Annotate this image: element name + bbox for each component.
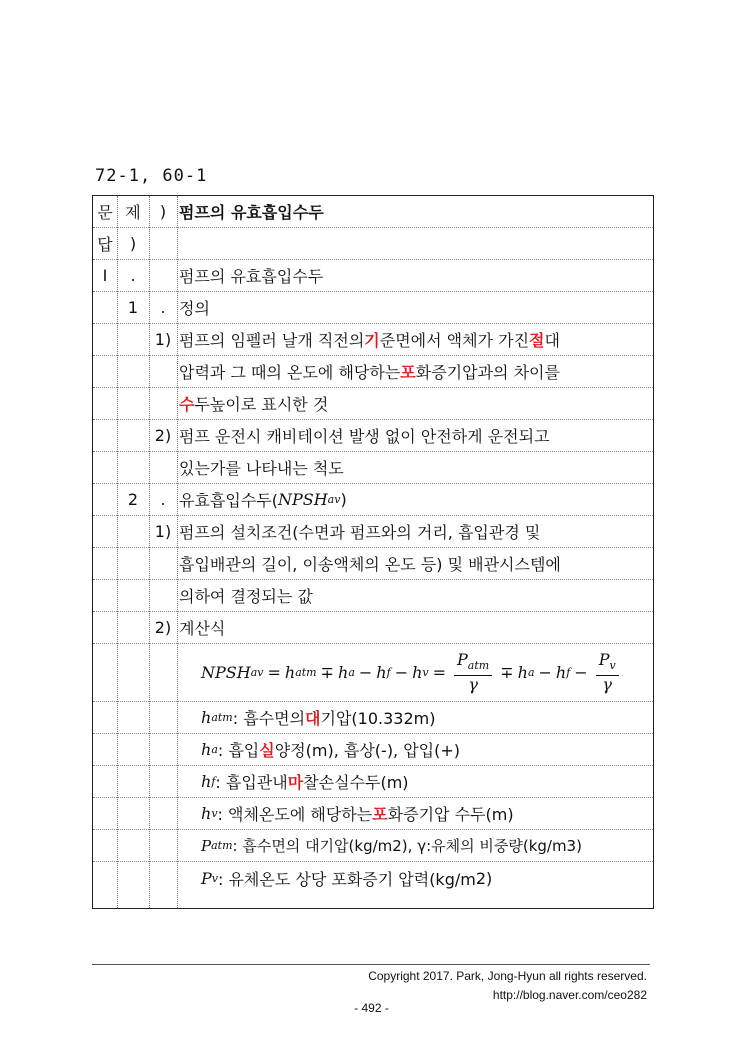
- definition-text: [179, 356, 649, 387]
- text: : 흡입관내: [215, 773, 288, 792]
- copyright-text: Copyright 2017. Park, Jong-Hyun all rights reserved.: [368, 969, 647, 983]
- definition-text: [179, 798, 671, 829]
- variable: P: [457, 650, 468, 669]
- problem-code: 72-1, 60-1: [95, 166, 208, 186]
- variable: h: [201, 804, 212, 823]
- subsection-heading: [93, 484, 653, 516]
- variable: h: [338, 663, 349, 682]
- text: 찰손실수두(m): [303, 773, 409, 792]
- variable: h: [376, 663, 387, 682]
- answer-label-2: ): [129, 234, 137, 253]
- operator: =: [267, 663, 281, 682]
- calculation-heading: [93, 612, 653, 644]
- subsection-dot: .: [160, 298, 166, 317]
- item-number: 2): [154, 426, 172, 445]
- question-row: [93, 196, 653, 228]
- text: 두높이로 표시한 것: [194, 395, 329, 414]
- numerator: [454, 651, 492, 676]
- text: 기압(10.332m): [320, 709, 436, 728]
- definition-line: [93, 452, 653, 484]
- item-number: 1): [154, 522, 172, 541]
- answer-row: [93, 228, 653, 260]
- explanation-line: [93, 580, 653, 612]
- subscript: a: [211, 743, 218, 756]
- operator: −: [394, 663, 409, 682]
- text: 2): [475, 868, 493, 888]
- page-number: - 492 -: [354, 1001, 389, 1015]
- text: 유효흡입수두(: [179, 491, 278, 510]
- definition-line: [93, 356, 653, 388]
- definition-text: 있는가를 나타내는 척도: [179, 459, 344, 478]
- definition-text: [179, 324, 649, 355]
- highlight-text: 수: [179, 395, 195, 414]
- highlight-text: 포: [372, 805, 388, 824]
- variable-definition: [93, 798, 653, 830]
- text: : 액체온도에 해당하는: [217, 805, 373, 824]
- calculation-title: 계산식: [179, 619, 226, 638]
- highlight-text: 포: [400, 363, 416, 382]
- highlight-text: 절: [529, 331, 545, 350]
- definition-text: [179, 388, 649, 419]
- text: : 유체온도 상당 포화증기 압력(kg/m: [217, 869, 476, 889]
- text: 화증기압과의 차이를: [415, 363, 560, 382]
- variable: h: [555, 663, 567, 682]
- text: 대: [544, 331, 560, 350]
- subscript: atm: [295, 666, 317, 679]
- subscript: f: [566, 666, 571, 679]
- answer-label-1: 답: [97, 235, 113, 254]
- variable: h: [517, 663, 528, 682]
- subscript: v: [211, 807, 218, 820]
- text: 압력과 그 때의 온도에 해당하는: [179, 363, 401, 382]
- formula-row: [93, 644, 653, 702]
- variable-definition: [93, 702, 653, 734]
- definition-text: 펌프 운전시 캐비테이션 발생 없이 안전하게 운전되고: [179, 427, 550, 446]
- numerator: [596, 651, 619, 676]
- subscript: atm: [467, 659, 490, 672]
- operator: −: [538, 663, 552, 682]
- variable-definition: [93, 766, 653, 798]
- operator: ∓: [500, 663, 514, 682]
- subscript: f: [211, 775, 216, 788]
- highlight-text: 기: [364, 331, 380, 350]
- operator: ∓: [320, 663, 335, 682]
- item-number: 2): [154, 618, 172, 637]
- variable: h: [201, 708, 212, 727]
- question-label-1: 문: [97, 203, 113, 222]
- variable: h: [201, 772, 212, 791]
- subscript: v: [422, 666, 429, 679]
- subscript: av: [327, 493, 341, 506]
- text: 준면에서 액체가 가진: [379, 331, 530, 350]
- explanation-line: [93, 516, 653, 548]
- explanation-text: 펌프의 설치조건(수면과 펌프와의 거리, 흡입관경 및: [179, 523, 541, 542]
- question-label-2: 제: [125, 203, 141, 222]
- variable: h: [201, 740, 212, 759]
- definition-line: [93, 324, 653, 356]
- subsection-number: 2: [127, 490, 139, 509]
- variable: NPSH: [277, 490, 328, 509]
- answer-sheet: [92, 195, 654, 909]
- fraction: [596, 651, 619, 694]
- subscript: a: [348, 666, 355, 679]
- definition-text: [179, 830, 671, 861]
- text: : 흡수면의: [232, 709, 306, 728]
- operator: =: [432, 663, 447, 682]
- subsection-title: [179, 484, 649, 515]
- definition-text: [179, 702, 671, 733]
- text: : 흡입: [217, 741, 260, 760]
- text: ): [340, 490, 347, 509]
- operator: −: [574, 663, 588, 682]
- subsection-dot: .: [160, 490, 166, 509]
- text: 화증기압 수두(m): [387, 805, 514, 824]
- variable-definition: [93, 862, 653, 894]
- variable: P: [201, 836, 212, 855]
- item-number: 1): [154, 330, 172, 349]
- subsection-title: 정의: [179, 299, 210, 318]
- question-label-3: ): [159, 202, 167, 221]
- question-title: 펌프의 유효흡입수두: [179, 203, 324, 222]
- text: 양정(m), 흡상(-), 압입(+): [274, 741, 461, 760]
- variable: NPSH: [201, 663, 251, 682]
- explanation-text: 의하여 결정되는 값: [179, 587, 313, 606]
- highlight-text: 대: [305, 709, 321, 728]
- npsh-formula: [179, 651, 623, 694]
- variable-definition: [93, 830, 653, 862]
- footer: [368, 967, 647, 1005]
- variable: h: [412, 663, 423, 682]
- explanation-text: 흡입배관의 길이, 이송액체의 온도 등) 및 배관시스템에: [179, 555, 561, 574]
- section-number: Ⅰ: [102, 266, 108, 285]
- definition-text: [179, 862, 671, 894]
- explanation-line: [93, 548, 653, 580]
- subsection-number: 1: [127, 298, 139, 317]
- subsection-heading: [93, 292, 653, 324]
- subscript: atm: [211, 711, 233, 724]
- text: : 흡수면의 대기압(kg/m: [232, 837, 393, 855]
- subscript: v: [609, 659, 616, 672]
- text: 펌프의 임펠러 날개 직전의: [179, 331, 365, 350]
- variable: P: [201, 868, 212, 888]
- variable: P: [598, 650, 610, 669]
- definition-text: [179, 734, 671, 765]
- denominator: γ: [602, 675, 612, 694]
- operator: −: [358, 663, 373, 682]
- variable: h: [284, 663, 296, 682]
- subscript: v: [211, 871, 218, 885]
- blog-link[interactable]: http://blog.naver.com/ceo282: [492, 988, 647, 1002]
- section-title: 펌프의 유효흡입수두: [179, 267, 324, 286]
- subscript: f: [386, 666, 391, 679]
- subscript: a: [527, 666, 535, 679]
- highlight-text: 마: [287, 773, 304, 792]
- definition-line: [93, 388, 653, 420]
- definition-line: [93, 420, 653, 452]
- subscript: av: [250, 666, 264, 679]
- section-dot: .: [130, 266, 136, 285]
- section-heading: [93, 260, 653, 292]
- variable-definition: [93, 734, 653, 766]
- highlight-text: 실: [259, 741, 275, 760]
- footer-divider: [92, 964, 650, 965]
- definition-text: [179, 766, 671, 797]
- formula-cell: [179, 644, 649, 701]
- denominator: γ: [468, 675, 478, 694]
- fraction: [454, 651, 492, 694]
- text: 2), γ:유체의 비중량(kg/m3): [392, 837, 582, 855]
- subscript: atm: [211, 839, 233, 852]
